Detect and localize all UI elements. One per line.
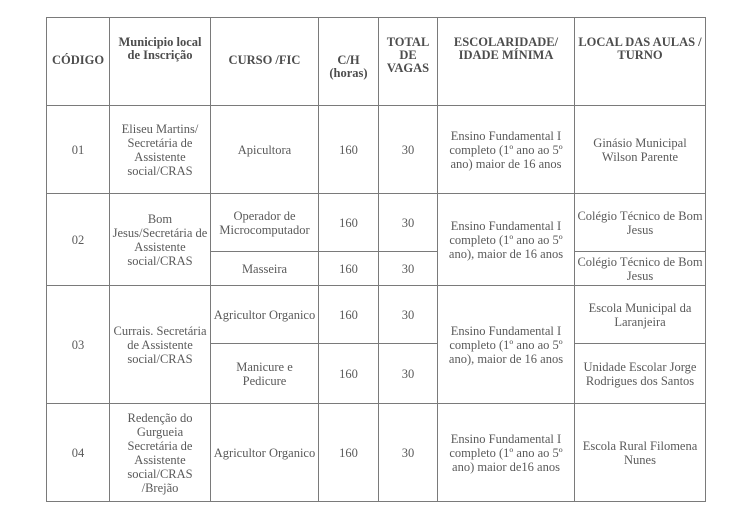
cell-ch: 160: [319, 404, 379, 502]
cell-curso: Agricultor Organico: [211, 404, 319, 502]
cell-curso: Apicultora: [211, 106, 319, 194]
header-ch: C/H (horas): [319, 18, 379, 106]
cell-vagas: 30: [379, 344, 438, 404]
cell-ch: 160: [319, 344, 379, 404]
cell-municipio: Eliseu Martins/ Secretária de Assistente social/CRAS: [110, 106, 211, 194]
header-row: [47, 18, 706, 106]
header-local: LOCAL DAS AULAS / TURNO: [575, 18, 706, 106]
cell-municipio: Redenção do Gurgueia Secretária de Assistente social/CRAS /Brejão: [110, 404, 211, 502]
cell-ch: 160: [319, 286, 379, 344]
cell-municipio: Bom Jesus/Secretária de Assistente social/CRAS: [110, 194, 211, 286]
table-row: [47, 194, 706, 252]
header-municipio: Municipio local de Inscrição: [110, 18, 211, 106]
cell-escolaridade: Ensino Fundamental I completo (1º ano ao 5º ano) maior de 16 anos: [438, 106, 575, 194]
cell-codigo: 02: [47, 194, 110, 286]
cell-codigo: 01: [47, 106, 110, 194]
cell-vagas: 30: [379, 286, 438, 344]
cell-curso: Operador de Microcomputador: [211, 194, 319, 252]
header-curso: CURSO /FIC: [211, 18, 319, 106]
cell-vagas: 30: [379, 404, 438, 502]
cell-codigo: 03: [47, 286, 110, 404]
cell-ch: 160: [319, 252, 379, 286]
cell-curso: Masseira: [211, 252, 319, 286]
cell-local: Unidade Escolar Jorge Rodrigues dos Santos: [575, 344, 706, 404]
cell-local: Colégio Técnico de Bom Jesus: [575, 194, 706, 252]
cell-escolaridade: Ensino Fundamental I completo (1º ano ao 5º ano) maior de16 anos: [438, 404, 575, 502]
cell-codigo: 04: [47, 404, 110, 502]
cell-vagas: 30: [379, 106, 438, 194]
header-codigo: CÓDIGO: [47, 18, 110, 106]
cell-municipio: Currais. Secretária de Assistente social/CRAS: [110, 286, 211, 404]
cell-local: Ginásio Municipal Wilson Parente: [575, 106, 706, 194]
course-table: [46, 17, 706, 502]
cell-escolaridade: Ensino Fundamental I completo (1º ano ao 5º ano), maior de 16 anos: [438, 286, 575, 404]
cell-curso: Manicure e Pedicure: [211, 344, 319, 404]
header-vagas: TOTAL DE VAGAS: [379, 18, 438, 106]
cell-curso: Agricultor Organico: [211, 286, 319, 344]
cell-local: Escola Municipal da Laranjeira: [575, 286, 706, 344]
cell-ch: 160: [319, 106, 379, 194]
cell-vagas: 30: [379, 252, 438, 286]
cell-ch: 160: [319, 194, 379, 252]
cell-local: Escola Rural Filomena Nunes: [575, 404, 706, 502]
table-row: [47, 404, 706, 502]
cell-escolaridade: Ensino Fundamental I completo (1º ano ao 5º ano), maior de 16 anos: [438, 194, 575, 286]
table-row: [47, 286, 706, 344]
header-escolaridade: ESCOLARIDADE/ IDADE MÍNIMA: [438, 18, 575, 106]
cell-local: Colégio Técnico de Bom Jesus: [575, 252, 706, 286]
cell-vagas: 30: [379, 194, 438, 252]
table-row: [47, 106, 706, 194]
